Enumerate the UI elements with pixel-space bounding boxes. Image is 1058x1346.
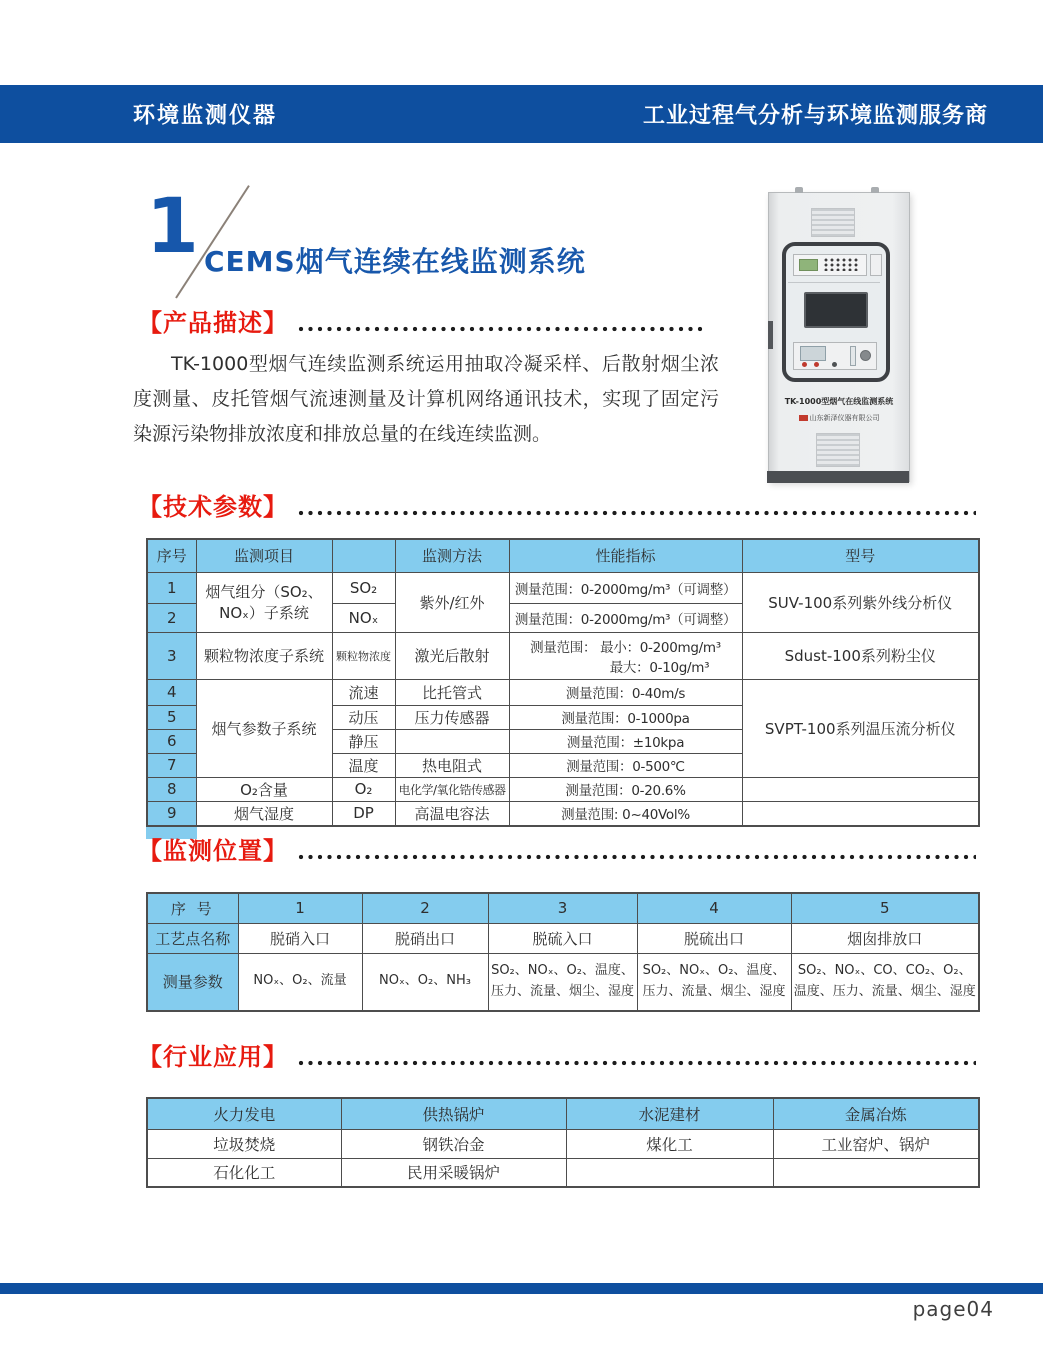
table-cell bbox=[395, 729, 509, 753]
table-cell: SO₂ bbox=[332, 572, 395, 603]
tech-params-heading: 【技术参数】 bbox=[138, 493, 288, 521]
analyzer-keypad bbox=[824, 258, 860, 271]
cabinet-bottom-vent bbox=[816, 433, 860, 467]
header-right-title: 工业过程气分析与环境监测服务商 bbox=[642, 103, 988, 129]
table-cell: 测量范围：±10kpa bbox=[509, 729, 742, 753]
dotted-leader bbox=[298, 854, 976, 860]
table-cell: 6 bbox=[147, 729, 196, 753]
row-header: 测量参数 bbox=[147, 953, 238, 1011]
side-module bbox=[870, 254, 882, 276]
table-cell: 颗粒物浓度 bbox=[332, 632, 395, 679]
dotted-leader bbox=[298, 510, 976, 516]
product-photo-cabinet bbox=[768, 192, 910, 482]
display-panel bbox=[804, 292, 868, 328]
monitoring-positions-heading-row bbox=[138, 831, 976, 866]
table-cell: 测量范围：0-1000pa bbox=[509, 705, 742, 729]
header-band bbox=[0, 85, 1043, 143]
table-cell: 1 bbox=[147, 572, 196, 603]
tech-params-table bbox=[146, 538, 980, 827]
control-panel bbox=[793, 342, 877, 370]
cabinet-base bbox=[767, 471, 909, 483]
table-cell: 4 bbox=[147, 679, 196, 705]
section-title: CEMS烟气连续在线监测系统 bbox=[204, 245, 586, 278]
table-row bbox=[147, 572, 979, 603]
col-header-no: 序号 bbox=[147, 539, 196, 572]
cabinet-window bbox=[782, 242, 890, 382]
table-cell: 激光后散射 bbox=[395, 632, 509, 679]
table-cell: 7 bbox=[147, 753, 196, 777]
table-cell bbox=[742, 777, 979, 801]
table-cell: 9 bbox=[147, 801, 196, 826]
table-cell: SO₂、NOₓ、O₂、温度、压力、流量、烟尘、湿度 bbox=[637, 953, 791, 1011]
col-header-5: 5 bbox=[791, 893, 979, 923]
product-description-paragraph: TK-1000型烟气连续监测系统运用抽取冷凝采样、后散射烟尘浓度测量、皮托管烟气流速测量及计算机网络通讯技术，实现了固定污染源污染物排放浓度和排放总量的在线连续监测。 bbox=[133, 353, 719, 445]
table-cell: 工业窑炉、锅炉 bbox=[773, 1129, 979, 1158]
table-cell: 3 bbox=[147, 632, 196, 679]
table-cell: 烟囱排放口 bbox=[791, 923, 979, 953]
col-header: 金属冶炼 bbox=[773, 1098, 979, 1129]
table-cell: 垃圾焚烧 bbox=[147, 1129, 341, 1158]
spec-line-2: 最大：0-10g/m³ bbox=[609, 659, 710, 676]
col-header-model: 型号 bbox=[742, 539, 979, 572]
table-cell: 测量范围：0-40m/s bbox=[509, 679, 742, 705]
table-cell: 测量范围: 0~40Vol% bbox=[509, 801, 742, 826]
red-button-icon bbox=[802, 362, 807, 367]
table-cell: 颗粒物浓度子系统 bbox=[196, 632, 332, 679]
table-row bbox=[147, 1158, 979, 1187]
cabinet-label: TK-1000型烟气在线监测系统 bbox=[784, 397, 894, 406]
company-logo-icon bbox=[799, 415, 808, 421]
cabinet-hook-icon bbox=[795, 187, 803, 193]
dotted-leader bbox=[298, 1060, 976, 1066]
table-row bbox=[147, 679, 979, 705]
table-cell: O₂ bbox=[332, 777, 395, 801]
table-cell: 钢铁冶金 bbox=[341, 1129, 566, 1158]
table-row bbox=[147, 777, 979, 801]
table-cell: NOₓ bbox=[332, 603, 395, 632]
product-description-heading: 【产品描述】 bbox=[138, 309, 288, 337]
product-description-heading-row bbox=[138, 303, 704, 338]
table-cell bbox=[742, 801, 979, 826]
col-header: 火力发电 bbox=[147, 1098, 341, 1129]
spec-line-1: 测量范围： 最小：0-200mg/m³ bbox=[530, 639, 721, 656]
table-cell: DP bbox=[332, 801, 395, 826]
footer-band bbox=[0, 1283, 1043, 1294]
table-row bbox=[147, 1129, 979, 1158]
cabinet-company: 山东新泽仪器有限公司 bbox=[809, 414, 880, 422]
cabinet-hook-icon bbox=[871, 187, 879, 193]
industry-applications-table bbox=[146, 1097, 980, 1188]
flow-gauge bbox=[850, 346, 856, 366]
table-cell: NOₓ、O₂、NH₃ bbox=[362, 953, 488, 1011]
cabinet-company-line bbox=[769, 413, 909, 423]
table-cell: 脱硝入口 bbox=[238, 923, 362, 953]
table-cell: 5 bbox=[147, 705, 196, 729]
table-cell: 脱硫出口 bbox=[637, 923, 791, 953]
col-header-3: 3 bbox=[488, 893, 637, 923]
table-cell: 脱硝出口 bbox=[362, 923, 488, 953]
table-cell: Sdust-100系列粉尘仪 bbox=[742, 632, 979, 679]
table-cell: SO₂、NOₓ、CO、CO₂、O₂、温度、压力、流量、烟尘、湿度 bbox=[791, 953, 979, 1011]
table-cell: 温度 bbox=[332, 753, 395, 777]
cabinet-top-vent bbox=[811, 208, 855, 237]
table-cell bbox=[773, 1158, 979, 1187]
corner-header: 序 号 bbox=[147, 893, 238, 923]
table-cell: 烟气参数子系统 bbox=[196, 679, 332, 777]
table-cell: 民用采暖锅炉 bbox=[341, 1158, 566, 1187]
table-cell: O₂含量 bbox=[196, 777, 332, 801]
table-cell: NOₓ、O₂、流量 bbox=[238, 953, 362, 1011]
col-header-item: 监测项目 bbox=[196, 539, 332, 572]
cabinet-door-handle bbox=[768, 321, 773, 349]
table-cell: 紫外/红外 bbox=[395, 572, 509, 632]
col-header-sub bbox=[332, 539, 395, 572]
table-cell: 测量范围：0-2000mg/m³（可调整） bbox=[509, 603, 742, 632]
col-header-method: 监测方法 bbox=[395, 539, 509, 572]
control-lcd bbox=[800, 346, 826, 361]
table-cell: SO₂、NOₓ、O₂、温度、压力、流量、烟尘、湿度 bbox=[488, 953, 637, 1011]
table-row bbox=[147, 953, 979, 1011]
table-cell: SVPT-100系列温压流分析仪 bbox=[742, 679, 979, 777]
analyzer-screen bbox=[799, 259, 818, 271]
monitoring-positions-heading: 【监测位置】 bbox=[138, 837, 288, 865]
table-cell: 石化化工 bbox=[147, 1158, 341, 1187]
table-cell: 压力传感器 bbox=[395, 705, 509, 729]
analyzer-module bbox=[793, 254, 867, 276]
table-cell: 2 bbox=[147, 603, 196, 632]
page-number: page04 bbox=[912, 1297, 994, 1321]
table-cell: 静压 bbox=[332, 729, 395, 753]
col-header-2: 2 bbox=[362, 893, 488, 923]
table-cell: SUV-100系列紫外线分析仪 bbox=[742, 572, 979, 632]
table-cell bbox=[566, 1158, 773, 1187]
table-cell: 8 bbox=[147, 777, 196, 801]
industry-applications-heading-row bbox=[138, 1037, 976, 1072]
table-cell: 测量范围：0-20.6% bbox=[509, 777, 742, 801]
table-row bbox=[147, 801, 979, 826]
table-header-row bbox=[147, 1098, 979, 1129]
dark-button-icon bbox=[832, 362, 837, 367]
col-header-4: 4 bbox=[637, 893, 791, 923]
table-row bbox=[147, 923, 979, 953]
row-header: 工艺点名称 bbox=[147, 923, 238, 953]
table-cell: 比托管式 bbox=[395, 679, 509, 705]
table-cell: 热电阻式 bbox=[395, 753, 509, 777]
table-header-row bbox=[147, 539, 979, 572]
shelf-divider bbox=[788, 282, 880, 283]
tech-params-table-wrap bbox=[146, 538, 980, 839]
header-left-title: 环境监测仪器 bbox=[133, 103, 278, 129]
table-cell: 电化学/氧化锆传感器 bbox=[395, 777, 509, 801]
table-row bbox=[147, 632, 979, 679]
knob-icon bbox=[860, 350, 871, 361]
table-cell bbox=[509, 632, 742, 679]
col-header-1: 1 bbox=[238, 893, 362, 923]
table-header-row bbox=[147, 893, 979, 923]
table-cell: 脱硫入口 bbox=[488, 923, 637, 953]
table-cell: 煤化工 bbox=[566, 1129, 773, 1158]
dotted-leader bbox=[298, 326, 704, 332]
col-header: 水泥建材 bbox=[566, 1098, 773, 1129]
industry-applications-heading: 【行业应用】 bbox=[138, 1043, 288, 1071]
table-cell: 烟气湿度 bbox=[196, 801, 332, 826]
table-cell: 动压 bbox=[332, 705, 395, 729]
table-cell: 测量范围：0-2000mg/m³（可调整） bbox=[509, 572, 742, 603]
col-header: 供热锅炉 bbox=[341, 1098, 566, 1129]
red-button-icon bbox=[814, 362, 819, 367]
table-cell: 测量范围：0-500℃ bbox=[509, 753, 742, 777]
section-number: 1 bbox=[146, 181, 199, 270]
table-cell: 烟气组分（SO₂、NOₓ）子系统 bbox=[196, 572, 332, 632]
col-header-spec: 性能指标 bbox=[509, 539, 742, 572]
tech-params-heading-row bbox=[138, 487, 976, 522]
table-cell: 流速 bbox=[332, 679, 395, 705]
table-cell: 高温电容法 bbox=[395, 801, 509, 826]
monitoring-positions-table bbox=[146, 892, 980, 1012]
